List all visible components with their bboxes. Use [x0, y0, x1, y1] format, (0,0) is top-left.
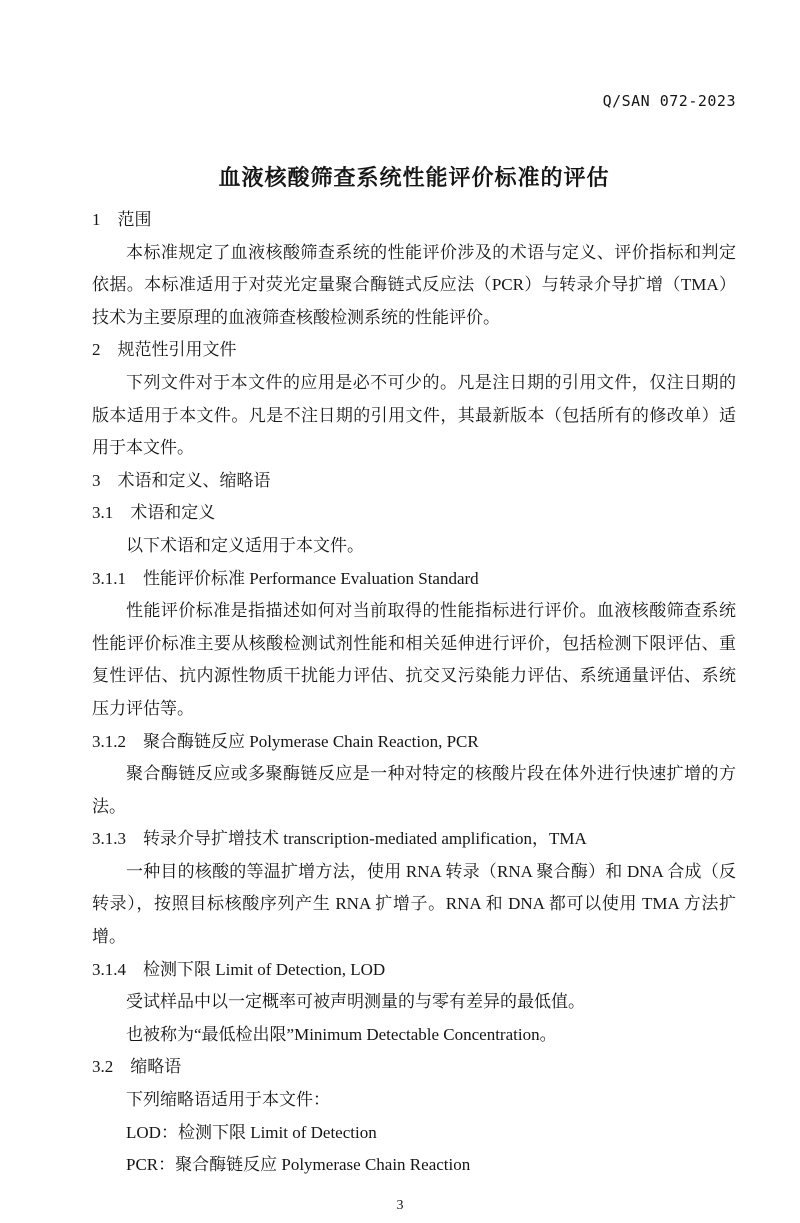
- section-heading: 3.1 术语和定义: [92, 503, 216, 523]
- paragraph: 也被称为“最低检出限”Minimum Detectable Concentration。: [126, 1024, 557, 1044]
- section-heading: 3.2 缩略语: [92, 1057, 182, 1077]
- section-heading: 3.1.1 性能评价标准 Performance Evaluation Standard: [92, 568, 479, 588]
- paragraph: 本标准规定了血液核酸筛查系统的性能评价涉及的术语与定义、评价指标和判定依据。本标准适用于对荧光定量聚合酶链式反应法（PCR）与转录介导扩增（TMA）技术为主要原理的血液筛查核酸检测系统的性能评价。: [92, 242, 736, 327]
- paragraph: 受试样品中以一定概率可被声明测量的与零有差异的最低值。: [126, 992, 585, 1012]
- paragraph: 下列文件对于本文件的应用是必不可少的。凡是注日期的引用文件，仅注日期的版本适用于本文件。凡是不注日期的引用文件，其最新版本（包括所有的修改单）适用于本文件。: [92, 372, 736, 458]
- paragraph: 以下术语和定义适用于本文件。: [126, 535, 364, 555]
- section-heading: 3.1.3 转录介导扩增技术 transcription-mediated amplification，TMA: [92, 829, 587, 849]
- section-heading: 2 规范性引用文件: [92, 340, 237, 360]
- document-body: [92, 204, 736, 1182]
- paragraph: PCR：聚合酶链反应 Polymerase Chain Reaction: [126, 1155, 471, 1175]
- section-heading: 3.1.2 聚合酶链反应 Polymerase Chain Reaction, PCR: [92, 731, 479, 751]
- document-page: [0, 92, 800, 1223]
- paragraph: 一种目的核酸的等温扩增方法，使用 RNA 转录（RNA 聚合酶）和 DNA 合成（反转录），按照目标核酸序列产生 RNA 扩增子。RNA 和 DNA 都可以使用 TMA 方法扩增。: [92, 861, 736, 947]
- page-number: 3: [396, 1198, 404, 1213]
- paragraph: 聚合酶链反应或多聚酶链反应是一种对特定的核酸片段在体外进行快速扩增的方法。: [92, 764, 736, 816]
- paragraph: LOD：检测下限 Limit of Detection: [126, 1122, 377, 1142]
- paragraph: 性能评价标准是指描述如何对当前取得的性能指标进行评价。血液核酸筛查系统性能评价标准主要从核酸检测试剂性能和相关延伸进行评价，包括检测下限评估、重复性评估、抗内源性物质干扰能力评估、抗交叉污染能力评估、系统通量评估、系统压力评估等。: [92, 601, 736, 718]
- section-heading: 3.1.4 检测下限 Limit of Detection, LOD: [92, 959, 386, 979]
- paragraph: 下列缩略语适用于本文件：: [126, 1090, 330, 1110]
- section-heading: 3 术语和定义、缩略语: [92, 470, 271, 490]
- section-heading: 1 范围: [92, 210, 152, 229]
- document-title: 血液核酸筛查系统性能评价标准的评估: [218, 165, 610, 190]
- document-code: Q/SAN 072-2023: [602, 92, 736, 110]
